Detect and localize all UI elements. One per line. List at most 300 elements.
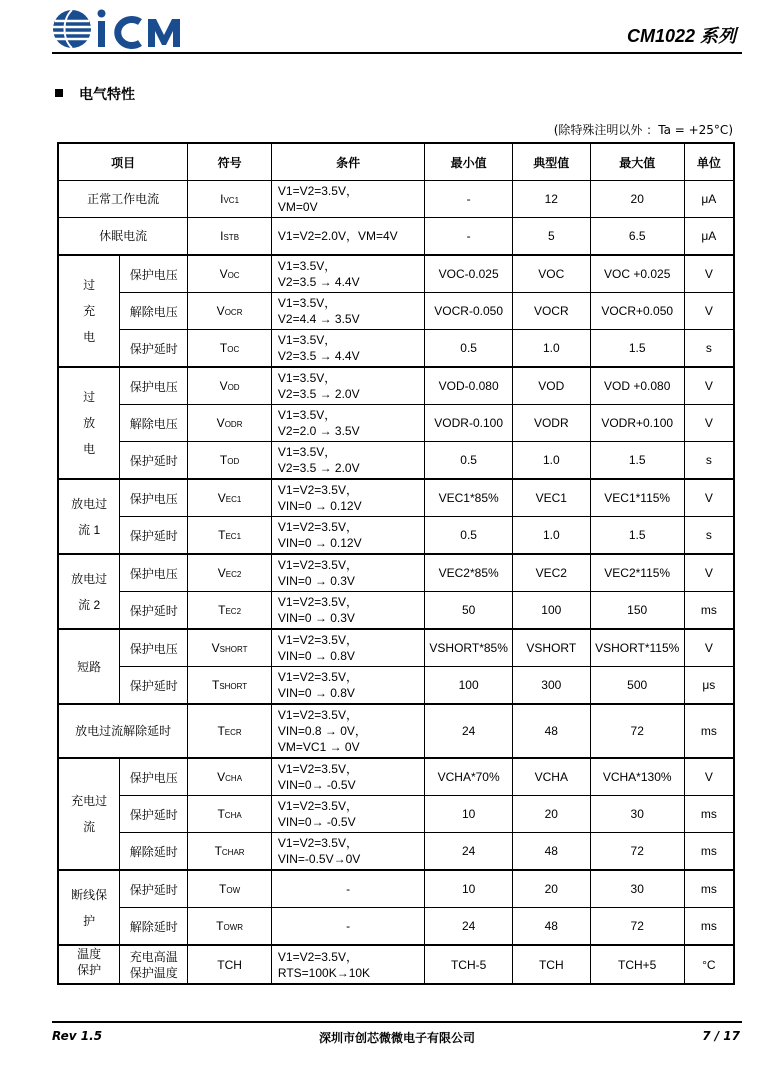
unit-cell — [684, 704, 734, 758]
max-value: VEC1*115% — [604, 491, 671, 505]
min-cell — [425, 479, 512, 517]
symbol-sub: OC — [227, 345, 240, 354]
typ-cell — [512, 517, 590, 555]
typ-cell — [512, 870, 590, 908]
min-value: VOC-0.025 — [438, 267, 499, 281]
max-cell — [590, 554, 684, 592]
condition-line: V1=V2=2.0V，VM=4V — [277, 229, 398, 243]
condition-line: VIN=0 → 0.8V — [277, 649, 355, 663]
symbol-sub: OCR — [224, 308, 243, 317]
condition-line: V1=3.5V， — [277, 371, 337, 385]
symbol-sub: STB — [223, 233, 240, 242]
symbol-sub: CHA — [224, 811, 242, 820]
typ-cell — [512, 181, 590, 218]
condition-line: VIN=0.8 → 0V， — [277, 724, 367, 738]
max-cell — [590, 517, 684, 555]
condition-line: - — [346, 882, 351, 896]
min-value: VODR-0.100 — [434, 416, 503, 430]
item-label: 解除延时 — [129, 919, 178, 934]
unit-cell — [684, 758, 734, 796]
condition-line: V1=V2=3.5V， — [277, 595, 358, 609]
square-bullet-icon — [55, 89, 63, 97]
condition-line: V2=3.5 → 2.0V — [277, 461, 360, 475]
unit-cell — [684, 330, 734, 368]
item-label: 保护延时 — [129, 528, 178, 543]
group-cell — [58, 218, 188, 256]
max-cell — [590, 293, 684, 330]
symbol-cell — [188, 704, 272, 758]
table-row — [58, 517, 734, 555]
min-cell — [425, 796, 512, 833]
max-cell — [590, 796, 684, 833]
max-value: 72 — [630, 844, 644, 858]
page-header — [52, 0, 742, 54]
min-cell — [425, 833, 512, 871]
typ-value: 20 — [544, 807, 558, 821]
typ-cell — [512, 667, 590, 705]
max-cell — [590, 629, 684, 667]
condition-note: (除特殊注明以外 ：Ta = +25°C) — [553, 123, 733, 137]
header-cell: 符号 — [188, 143, 272, 181]
min-cell — [425, 405, 512, 442]
min-cell — [425, 218, 512, 256]
condition-line: V1=V2=3.5V， — [277, 836, 358, 850]
unit-value: V — [704, 566, 713, 580]
unit-cell — [684, 181, 734, 218]
group-label: 断线保护 — [71, 887, 108, 928]
symbol-sub: SHORT — [219, 682, 248, 691]
page-number: 7 / 17 — [702, 1029, 740, 1043]
item-label: 保护延时 — [129, 341, 178, 356]
min-cell — [425, 704, 512, 758]
group-cell — [58, 758, 120, 870]
unit-value: ms — [700, 807, 717, 821]
typ-value: VEC1 — [535, 491, 567, 505]
max-cell — [590, 758, 684, 796]
min-value: VEC1*85% — [438, 491, 499, 505]
min-value: 0.5 — [460, 453, 477, 467]
item-label: 保护电压 — [129, 379, 178, 394]
condition-line: VIN=-0.5V→0V — [277, 852, 361, 866]
min-cell — [425, 758, 512, 796]
item-cell — [120, 758, 188, 796]
unit-cell — [684, 367, 734, 405]
min-value: 24 — [461, 724, 476, 738]
unit-cell — [684, 405, 734, 442]
condition-cell — [271, 218, 425, 256]
symbol-sub: ECR — [224, 728, 242, 737]
condition-line: V1=V2=3.5V， — [277, 708, 358, 722]
electrical-characteristics-table — [57, 142, 735, 985]
unit-value: ms — [700, 919, 717, 933]
condition-line: VIN=0 → 0.3V — [277, 574, 355, 588]
condition-cell — [271, 330, 425, 368]
min-value: VOD-0.080 — [438, 379, 499, 393]
max-cell — [590, 870, 684, 908]
group-cell — [58, 554, 120, 629]
max-value: 150 — [627, 603, 648, 617]
min-value: 0.5 — [460, 528, 477, 542]
item-cell — [120, 833, 188, 871]
condition-line: VIN=0 → 0.3V — [277, 611, 355, 625]
group-cell — [58, 629, 120, 704]
min-cell — [425, 870, 512, 908]
condition-line: V2=3.5 → 4.4V — [277, 349, 360, 363]
min-value: 24 — [461, 844, 476, 858]
max-value: VCHA*130% — [602, 770, 672, 784]
unit-value: V — [704, 267, 713, 281]
symbol-main: T — [217, 807, 225, 821]
item-label: 保护延时 — [129, 678, 178, 693]
symbol-cell — [188, 554, 272, 592]
max-value: 30 — [630, 882, 644, 896]
table-row — [58, 330, 734, 368]
group-cell — [58, 704, 188, 758]
item-cell — [120, 629, 188, 667]
symbol-cell — [188, 758, 272, 796]
header-cell: 最大值 — [590, 143, 684, 181]
group-label: 温度保护 — [77, 947, 102, 977]
item-label: 保护延时 — [129, 453, 178, 468]
max-cell — [590, 367, 684, 405]
symbol-main: V — [217, 566, 226, 580]
item-cell — [120, 330, 188, 368]
unit-cell — [684, 592, 734, 630]
item-cell — [120, 554, 188, 592]
symbol-text: TCH — [217, 957, 242, 972]
symbol-cell — [188, 479, 272, 517]
symbol-sub: OWR — [223, 923, 244, 932]
item-cell — [120, 367, 188, 405]
typ-cell — [512, 442, 590, 480]
symbol-cell — [188, 796, 272, 833]
typ-value: VEC2 — [535, 566, 567, 580]
min-value: VCHA*70% — [437, 770, 500, 784]
max-cell — [590, 218, 684, 256]
typ-cell — [512, 908, 590, 946]
min-cell — [425, 181, 512, 218]
condition-cell — [271, 592, 425, 630]
typ-value: VSHORT — [526, 641, 577, 655]
condition-cell — [271, 908, 425, 946]
table-row — [58, 908, 734, 946]
company-logo — [52, 7, 202, 51]
group-label: 休眠电流 — [99, 229, 148, 243]
condition-cell — [271, 517, 425, 555]
table-row — [58, 592, 734, 630]
min-cell — [425, 330, 512, 368]
item-cell — [120, 870, 188, 908]
item-label: 保护电压 — [129, 770, 178, 785]
min-value: 0.5 — [460, 341, 477, 355]
typ-value: VOC — [538, 267, 565, 281]
symbol-main: V — [211, 641, 220, 655]
condition-cell — [271, 405, 425, 442]
symbol-sub: EC2 — [225, 570, 242, 579]
symbol-cell — [188, 330, 272, 368]
max-value: TCH+5 — [618, 957, 657, 972]
typ-value: 300 — [541, 678, 562, 692]
group-label: 充电过流 — [71, 794, 108, 834]
symbol-main: T — [211, 678, 220, 692]
max-cell — [590, 945, 684, 984]
condition-line: V1=V2=3.5V， — [277, 483, 358, 497]
condition-cell — [271, 833, 425, 871]
symbol-cell — [188, 293, 272, 330]
typ-cell — [512, 218, 590, 256]
unit-value: s — [705, 528, 712, 542]
condition-cell — [271, 758, 425, 796]
table-row — [58, 870, 734, 908]
symbol-main: V — [216, 416, 225, 430]
max-cell — [590, 405, 684, 442]
condition-cell — [271, 554, 425, 592]
symbol-main: V — [217, 491, 226, 505]
symbol-cell — [188, 629, 272, 667]
condition-cell — [271, 667, 425, 705]
max-cell — [590, 592, 684, 630]
unit-cell — [684, 908, 734, 946]
condition-line: V1=V2=3.5V， — [277, 558, 358, 572]
max-cell — [590, 667, 684, 705]
symbol-main: I — [220, 192, 224, 206]
condition-line: V1=V2=3.5V， — [277, 184, 358, 198]
typ-cell — [512, 704, 590, 758]
symbol-main: T — [218, 603, 226, 617]
group-label: 正常工作电流 — [87, 192, 160, 206]
max-value: 500 — [627, 678, 648, 692]
max-cell — [590, 704, 684, 758]
condition-cell — [271, 479, 425, 517]
symbol-main: V — [219, 379, 228, 393]
min-value: 10 — [461, 882, 476, 896]
group-label: 过充电 — [83, 278, 96, 344]
min-value: VSHORT*85% — [429, 641, 508, 655]
unit-value: V — [704, 304, 713, 318]
condition-line: V2=3.5 → 2.0V — [277, 387, 360, 401]
typ-value: TCH — [538, 957, 564, 972]
max-cell — [590, 181, 684, 218]
symbol-sub: OW — [226, 886, 241, 895]
item-cell — [120, 293, 188, 330]
min-cell — [425, 667, 512, 705]
symbol-sub: SHORT — [219, 645, 248, 654]
condition-cell — [271, 704, 425, 758]
condition-line: V2=4.4 → 3.5V — [277, 312, 360, 326]
typ-value: 48 — [544, 919, 558, 933]
symbol-sub: EC2 — [225, 607, 242, 616]
condition-line: V1=V2=3.5V， — [277, 949, 358, 964]
condition-line: V1=3.5V， — [277, 408, 337, 422]
condition-line: V1=3.5V， — [277, 445, 337, 459]
min-value: - — [466, 192, 471, 206]
table-row — [58, 255, 734, 293]
min-cell — [425, 629, 512, 667]
symbol-cell — [188, 255, 272, 293]
symbol-sub: EC1 — [225, 532, 242, 541]
group-cell — [58, 870, 120, 945]
condition-line: V1=V2=3.5V， — [277, 762, 358, 776]
group-cell — [58, 255, 120, 367]
min-value: - — [466, 229, 471, 243]
table-row — [58, 181, 734, 218]
symbol-cell — [188, 833, 272, 871]
group-label: 短路 — [77, 659, 102, 674]
unit-cell — [684, 833, 734, 871]
max-value: 1.5 — [628, 528, 646, 542]
max-cell — [590, 330, 684, 368]
unit-cell — [684, 554, 734, 592]
item-cell — [120, 592, 188, 630]
typ-value: 12 — [544, 192, 558, 206]
header-cell: 典型值 — [512, 143, 590, 181]
item-cell — [120, 945, 188, 984]
unit-value: V — [704, 379, 713, 393]
table-row — [58, 629, 734, 667]
min-cell — [425, 293, 512, 330]
condition-line: VM=0V — [277, 200, 318, 214]
condition-line: V2=2.0 → 3.5V — [277, 424, 360, 438]
symbol-main: I — [220, 229, 224, 243]
unit-value: V — [704, 641, 713, 655]
condition-line: - — [346, 919, 351, 933]
symbol-sub: CHA — [225, 774, 243, 783]
unit-cell — [684, 218, 734, 256]
header-cell: 项目 — [58, 143, 188, 181]
item-label: 解除电压 — [129, 416, 178, 431]
condition-line: V1=V2=3.5V， — [277, 520, 358, 534]
typ-value: 1.0 — [542, 341, 560, 355]
condition-line: VIN=0 → 0.8V — [277, 686, 355, 700]
item-label: 保护延时 — [129, 882, 178, 897]
unit-value: V — [704, 416, 713, 430]
table-row — [58, 442, 734, 480]
header-cell: 条件 — [271, 143, 425, 181]
revision: Rev 1.5 — [52, 1029, 103, 1043]
symbol-cell — [188, 442, 272, 480]
item-cell — [120, 479, 188, 517]
unit-value: ms — [700, 724, 717, 738]
condition-cell — [271, 442, 425, 480]
max-cell — [590, 442, 684, 480]
condition-line: V1=3.5V， — [277, 296, 337, 310]
unit-value: μs — [702, 678, 716, 692]
symbol-main: T — [219, 882, 227, 896]
typ-cell — [512, 629, 590, 667]
max-value: 72 — [630, 724, 644, 738]
condition-line: V2=3.5 → 4.4V — [277, 275, 360, 289]
condition-line: VIN=0 → 0.12V — [277, 499, 362, 513]
unit-value: μA — [701, 192, 717, 206]
max-value: VSHORT*115% — [595, 641, 680, 655]
unit-value: V — [704, 770, 713, 784]
typ-cell — [512, 479, 590, 517]
min-cell — [425, 554, 512, 592]
typ-value: VOD — [538, 379, 565, 393]
unit-value: ms — [700, 603, 717, 617]
min-value: 50 — [461, 603, 476, 617]
symbol-cell — [188, 218, 272, 256]
symbol-sub: CHAR — [221, 848, 245, 857]
table-row — [58, 758, 734, 796]
typ-value: 48 — [544, 844, 558, 858]
max-value: 1.5 — [628, 341, 646, 355]
max-cell — [590, 833, 684, 871]
condition-line: VIN=0→ -0.5V — [277, 778, 356, 792]
item-cell — [120, 667, 188, 705]
table-row — [58, 367, 734, 405]
table-row — [58, 796, 734, 833]
unit-value: s — [705, 453, 712, 467]
symbol-sub: EC1 — [225, 495, 242, 504]
table-row — [58, 704, 734, 758]
unit-value: °C — [702, 957, 716, 972]
table-row — [58, 667, 734, 705]
typ-value: 20 — [544, 882, 558, 896]
item-cell — [120, 442, 188, 480]
unit-value: μA — [701, 229, 717, 243]
symbol-cell — [188, 405, 272, 442]
typ-value: VCHA — [534, 770, 568, 784]
max-cell — [590, 255, 684, 293]
item-cell — [120, 908, 188, 946]
min-cell — [425, 442, 512, 480]
group-cell — [58, 479, 120, 554]
symbol-sub: OC — [227, 271, 240, 280]
unit-value: ms — [700, 844, 717, 858]
symbol-cell — [188, 945, 272, 984]
condition-cell — [271, 796, 425, 833]
max-value: VOCR+0.050 — [601, 304, 674, 318]
table-row — [58, 833, 734, 871]
symbol-sub: OD — [227, 457, 240, 466]
condition-cell — [271, 181, 425, 218]
group-label: 放电过流 1 — [71, 496, 108, 537]
condition-line: V1=V2=3.5V， — [277, 799, 358, 813]
typ-cell — [512, 255, 590, 293]
unit-cell — [684, 479, 734, 517]
typ-cell — [512, 758, 590, 796]
group-label: 放电过流 2 — [71, 571, 108, 612]
symbol-sub: VC1 — [223, 196, 240, 205]
table-header-row — [58, 143, 734, 181]
group-cell — [58, 181, 188, 218]
symbol-cell — [188, 517, 272, 555]
condition-cell — [271, 255, 425, 293]
table-row — [58, 945, 734, 984]
table-row — [58, 554, 734, 592]
table-row — [58, 293, 734, 330]
symbol-cell — [188, 181, 272, 218]
item-cell — [120, 255, 188, 293]
symbol-cell — [188, 592, 272, 630]
min-cell — [425, 945, 512, 984]
item-label: 保护电压 — [129, 491, 178, 506]
item-cell — [120, 405, 188, 442]
symbol-cell — [188, 367, 272, 405]
condition-line: VM=VC1 → 0V — [277, 740, 360, 754]
symbol-main: V — [216, 304, 225, 318]
header-cell: 最小值 — [425, 143, 512, 181]
min-value: VOCR-0.050 — [434, 304, 503, 318]
unit-cell — [684, 945, 734, 984]
min-cell — [425, 367, 512, 405]
item-label: 保护电压 — [129, 267, 178, 282]
min-value: 100 — [458, 678, 479, 692]
unit-value: s — [705, 341, 712, 355]
typ-value: 1.0 — [542, 528, 560, 542]
typ-cell — [512, 796, 590, 833]
